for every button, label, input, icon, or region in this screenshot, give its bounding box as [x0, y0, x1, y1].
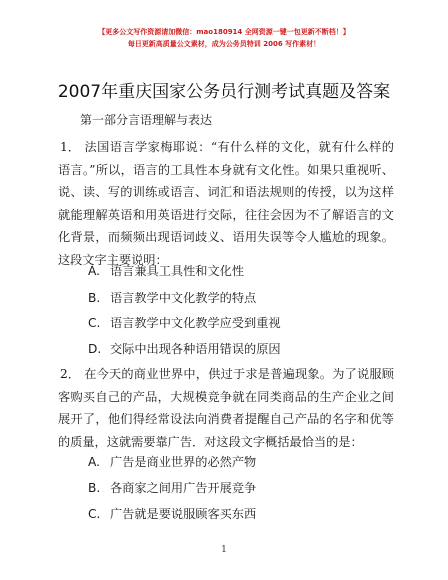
question-2-option-a: [88, 455, 256, 469]
question-2-option-b: [88, 481, 256, 495]
option-text: 广告是商业世界的必然产物: [110, 455, 257, 469]
option-letter: D.: [88, 342, 102, 356]
question-1-option-d: [88, 342, 281, 356]
question-2-number: 2．: [60, 367, 80, 381]
option-letter: C.: [88, 316, 101, 330]
question-1-option-a: [88, 264, 244, 278]
option-text: 语言兼具工具性和文化性: [110, 264, 245, 278]
option-letter: A.: [88, 455, 100, 469]
question-1-text: 法国语言学家梅耶说：“有什么样的文化，就有什么样的语言。”所以，语言的工具性本身就有文化性。如果只重视听、说、读、写的训练或语言、词汇和语法规则的传授，以为这样就能理解英语和用英语进行交际，往往会因为不了解语言的文化背景，而频频出现语词歧义、语用失误等令人尴尬的现象。这段文字主要说明：: [58, 140, 394, 267]
option-letter: B.: [88, 291, 101, 305]
document-title: 2007年重庆国家公务员行测考试真题及答案: [57, 82, 391, 102]
page-number: 1: [221, 545, 227, 555]
promo-banner-line-1: 【更多公文写作资源请加微信：mao180914 全网资源一键一包更新不断档！】: [98, 28, 350, 36]
question-2-text: 在今天的商业世界中，供过于求是普遍现象。为了说服顾客购买自己的产品，大规模竞争就在同类商品的生产企业之间展开了，他们得经常设法向消费者提醒自己产品的名字和优等的质量，这就需要靠广告．对这段文字概括最恰当的是：: [58, 367, 394, 449]
option-text: 交际中出现各种语用错误的原因: [110, 342, 281, 356]
question-1: [58, 136, 394, 271]
question-2-option-c: [88, 507, 256, 521]
section-heading: 第一部分言语理解与表达: [80, 113, 213, 127]
option-text: 语言教学中文化教学的特点: [110, 291, 257, 305]
question-1-option-c: [88, 316, 281, 330]
option-letter: A.: [88, 264, 100, 278]
question-1-option-b: [88, 291, 256, 305]
question-1-number: 1．: [60, 140, 80, 154]
option-text: 广告就是要说服顾客买东西: [110, 507, 257, 521]
option-letter: C.: [88, 507, 101, 521]
promo-banner-line-2: 每日更新高质量公文素材，成为公务员特训 2006 写作素材！: [127, 40, 321, 48]
option-text: 各商家之间用广告开展竞争: [110, 481, 257, 495]
option-letter: B.: [88, 481, 101, 495]
question-2: [58, 363, 394, 453]
option-text: 语言教学中文化教学应受到重视: [110, 316, 281, 330]
